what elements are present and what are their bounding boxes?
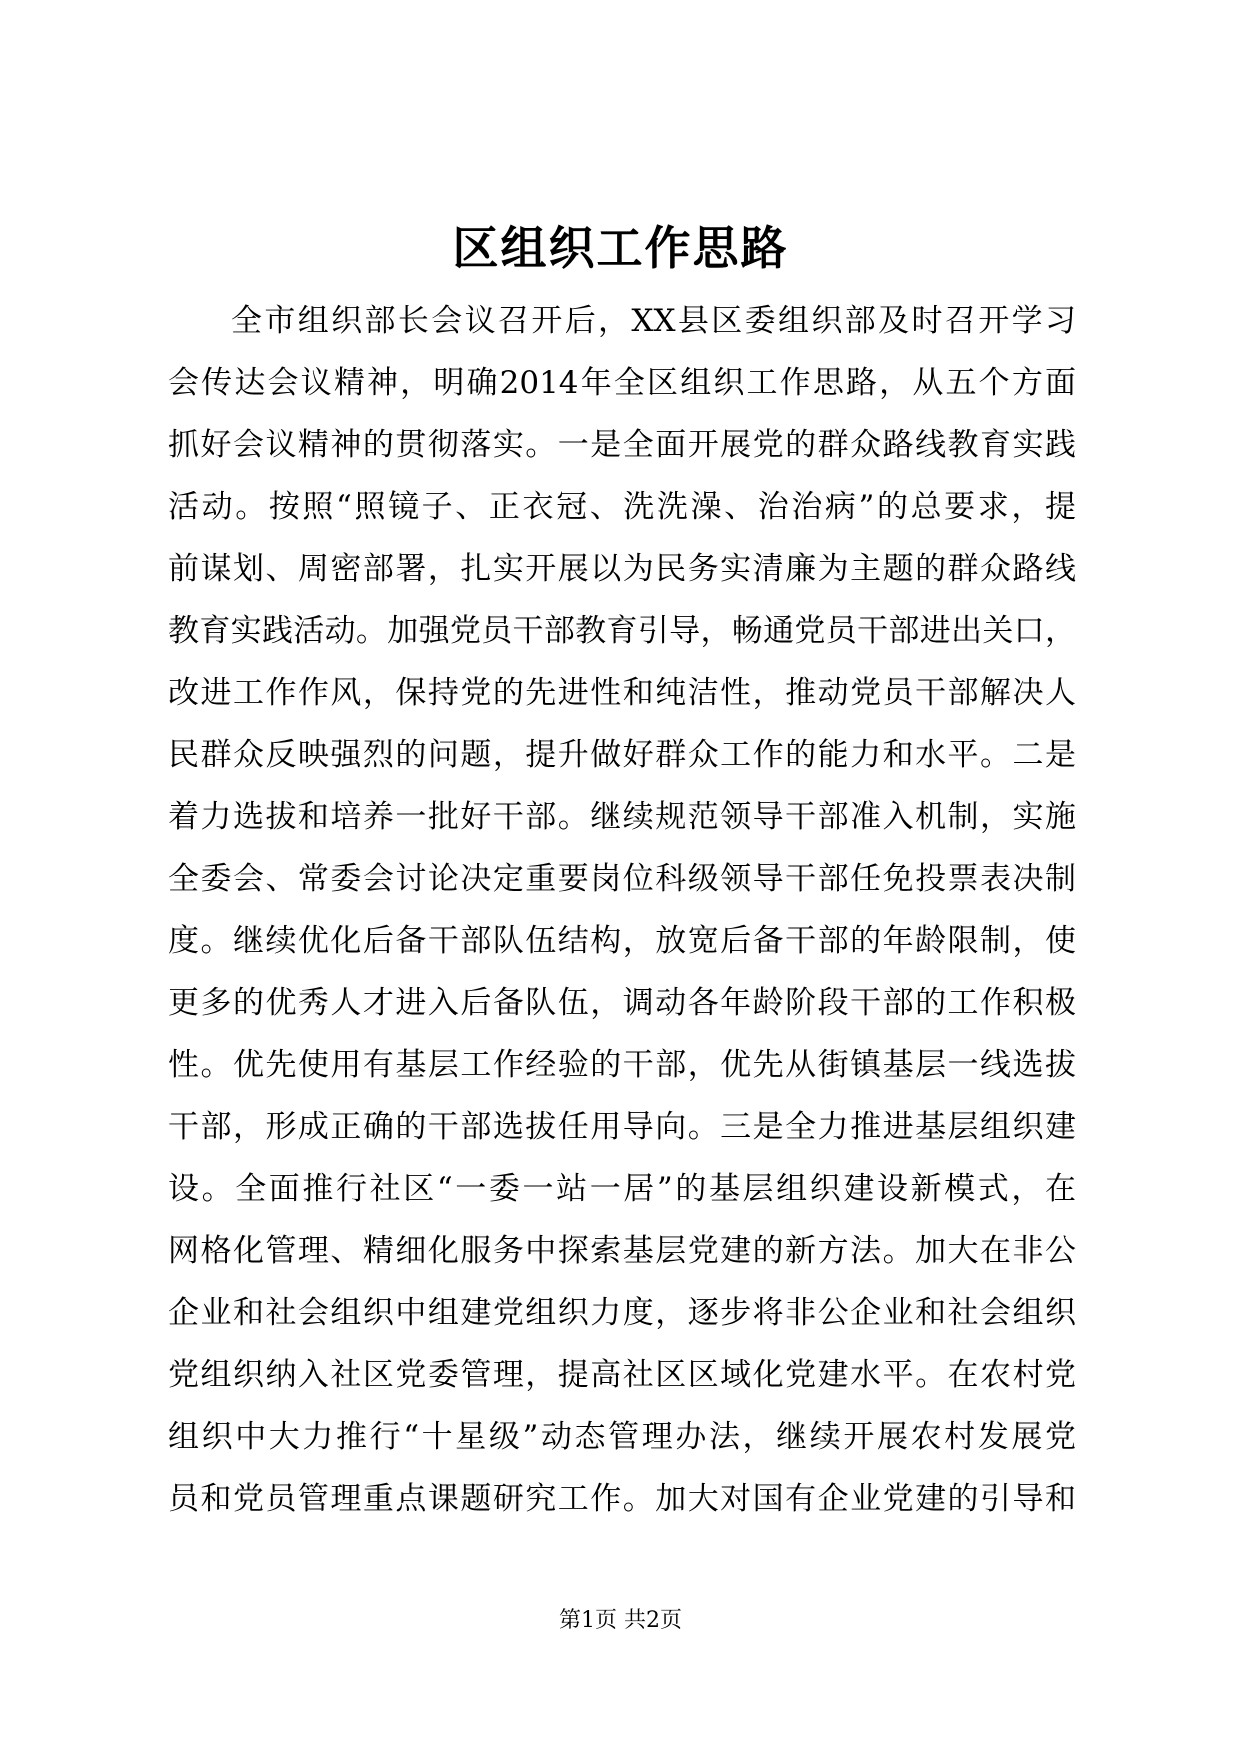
body-line: 更多的优秀人才进入后备队伍，调动各年龄阶段干部的工作积极 xyxy=(168,985,1076,1021)
body-line: 全委会、常委会讨论决定重要岗位科级领导干部任免投票表决制 xyxy=(168,861,1076,897)
body-line: 改进工作作风，保持党的先进性和纯洁性，推动党员干部解决人 xyxy=(168,675,1076,711)
body-line: 性。优先使用有基层工作经验的干部，优先从街镇基层一线选拔 xyxy=(168,1047,1076,1083)
body-line: 党组织纳入社区党委管理，提高社区区域化党建水平。在农村党 xyxy=(168,1357,1076,1393)
body-line: 干部，形成正确的干部选拔任用导向。三是全力推进基层组织建 xyxy=(168,1109,1076,1145)
body-line: 活动。按照“照镜子、正衣冠、洗洗澡、治治病”的总要求，提 xyxy=(168,489,1076,525)
body-line: 设。全面推行社区“一委一站一居”的基层组织建设新模式，在 xyxy=(168,1171,1076,1207)
body-line: 教育实践活动。加强党员干部教育引导，畅通党员干部进出关口， xyxy=(168,613,1076,649)
body-line: 员和党员管理重点课题研究工作。加大对国有企业党建的引导和 xyxy=(168,1481,1076,1517)
document-body xyxy=(168,290,1076,1530)
body-line: 度。继续优化后备干部队伍结构，放宽后备干部的年龄限制，使 xyxy=(168,923,1076,959)
body-line: 会传达会议精神，明确2014年全区组织工作思路，从五个方面 xyxy=(168,365,1076,401)
body-line: 企业和社会组织中组建党组织力度，逐步将非公企业和社会组织 xyxy=(168,1295,1076,1331)
document-title: 区组织工作思路 xyxy=(452,221,789,275)
body-line: 民群众反映强烈的问题，提升做好群众工作的能力和水平。二是 xyxy=(168,737,1076,773)
body-line: 网格化管理、精细化服务中探索基层党建的新方法。加大在非公 xyxy=(168,1233,1076,1269)
body-line: 前谋划、周密部署，扎实开展以为民务实清廉为主题的群众路线 xyxy=(168,551,1076,587)
body-line: 抓好会议精神的贯彻落实。一是全面开展党的群众路线教育实践 xyxy=(168,427,1076,463)
page-footer: 第1页 共2页 xyxy=(559,1608,682,1633)
body-line: 全市组织部长会议召开后，XX县区委组织部及时召开学习 xyxy=(231,303,1076,339)
body-line: 组织中大力推行“十星级”动态管理办法，继续开展农村发展党 xyxy=(168,1419,1076,1455)
body-line: 着力选拔和培养一批好干部。继续规范领导干部准入机制，实施 xyxy=(168,799,1076,835)
